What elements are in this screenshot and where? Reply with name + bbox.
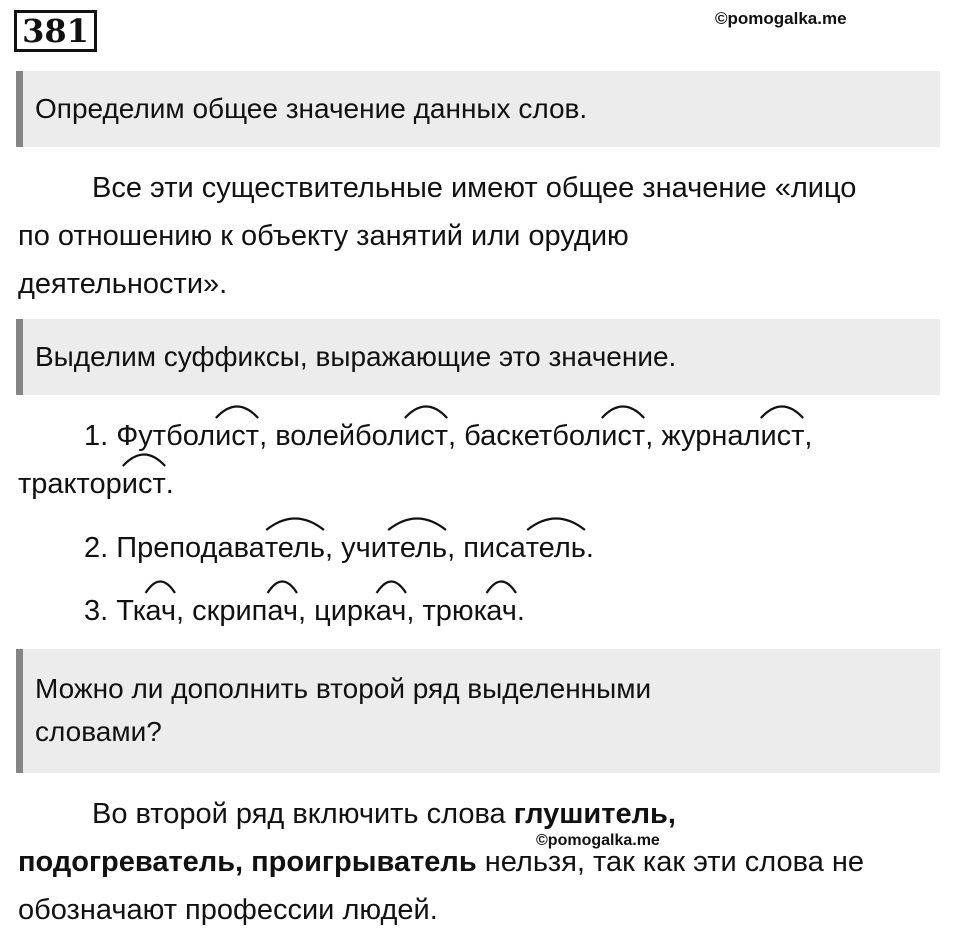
suffix-arc-icon xyxy=(760,403,804,419)
suffix xyxy=(267,587,298,635)
suffix-arc-icon xyxy=(486,578,517,594)
exercise-number: 381 xyxy=(14,10,97,52)
list-number: 2. xyxy=(84,532,117,564)
answer-1-line-3: деятельности». xyxy=(18,268,228,300)
answer-3-bold-1: глушитель, xyxy=(513,798,676,830)
suffix-arc-icon xyxy=(387,515,447,531)
suffix xyxy=(376,587,407,635)
suffix-text: ач xyxy=(486,595,517,627)
word-stem: трюк xyxy=(422,595,487,627)
watermark-overlay: ©pomogalka.me xyxy=(536,832,660,849)
separator: , xyxy=(176,595,193,627)
suffix xyxy=(122,460,166,508)
list-row-1-continuation xyxy=(18,460,174,508)
separator: , xyxy=(447,532,464,564)
suffix-arc-icon xyxy=(601,403,645,419)
word-stem: трактор xyxy=(18,468,122,500)
list-row-1 xyxy=(84,412,812,460)
suffix-text: тель xyxy=(264,532,325,564)
watermark: ©pomogalka.me xyxy=(715,9,847,28)
suffix-text: ач xyxy=(267,595,298,627)
list-number: 1. xyxy=(84,420,117,452)
answer-3 xyxy=(18,790,864,934)
word-stem: журнал xyxy=(661,420,761,452)
suffix xyxy=(526,524,586,572)
suffix xyxy=(760,412,804,460)
suffix xyxy=(404,412,448,460)
separator: , xyxy=(645,420,662,452)
word-stem: Преподава xyxy=(116,532,265,564)
question-3 xyxy=(16,649,940,773)
word-stem: учи xyxy=(341,532,387,564)
answer-1-line-1: Все эти существительные имеют общее значение «лицо xyxy=(92,172,857,204)
separator: . xyxy=(585,532,594,564)
word-stem: баскетбол xyxy=(464,420,602,452)
question-2 xyxy=(16,319,940,395)
word-stem: Футбол xyxy=(116,420,216,452)
list-row-3 xyxy=(84,587,525,635)
question-2-text: Выделим суффиксы, выражающие это значение. xyxy=(35,341,677,372)
word-stem: Тк xyxy=(116,595,146,627)
separator: , xyxy=(259,420,276,452)
suffix-arc-icon xyxy=(526,515,586,531)
answer-3-bold-2: подогреватель, проигрыватель xyxy=(18,846,477,878)
suffix-text: тель xyxy=(386,532,448,564)
word-stem: писа xyxy=(463,532,526,564)
suffix xyxy=(215,412,259,460)
word-stem: цирк xyxy=(314,595,376,627)
suffix-text: ач xyxy=(375,595,407,627)
list-number: 3. xyxy=(84,595,117,627)
separator: , xyxy=(448,420,465,452)
suffix-text: ист xyxy=(404,420,449,452)
answer-1 xyxy=(18,164,856,308)
suffix-arc-icon xyxy=(265,515,325,531)
suffix-arc-icon xyxy=(404,403,448,419)
suffix-text: ист xyxy=(760,420,805,452)
suffix-text: ист xyxy=(601,420,646,452)
suffix xyxy=(387,524,447,572)
question-1 xyxy=(16,71,940,147)
separator: . xyxy=(165,468,174,500)
separator: . xyxy=(516,595,525,627)
separator: , xyxy=(804,420,813,452)
question-3-line-1: Можно ли дополнить второй ряд выделенными xyxy=(35,673,652,704)
separator: , xyxy=(297,595,315,627)
answer-3-text-1: Во второй ряд включить слова xyxy=(92,798,514,830)
list-row-2 xyxy=(84,524,594,572)
suffix-text: ист xyxy=(121,468,166,500)
suffix-arc-icon xyxy=(145,578,176,594)
suffix-text: ист xyxy=(215,420,260,452)
question-3-line-2: словами? xyxy=(35,716,162,747)
suffix xyxy=(265,524,325,572)
word-stem: волейбол xyxy=(275,420,405,452)
suffix xyxy=(486,587,517,635)
suffix-arc-icon xyxy=(267,578,298,594)
suffix-arc-icon xyxy=(215,403,259,419)
separator: , xyxy=(324,532,342,564)
suffix xyxy=(601,412,645,460)
suffix-text: ач xyxy=(145,595,176,627)
answer-3-text-2: нельзя, так как эти слова не xyxy=(476,846,865,878)
answer-3-line-3: обозначают профессии людей. xyxy=(18,894,438,926)
answer-1-line-2: по отношению к объекту занятий или орудию xyxy=(18,220,629,252)
suffix-arc-icon xyxy=(376,578,407,594)
question-1-text: Определим общее значение данных слов. xyxy=(35,93,588,124)
suffix-text: тель xyxy=(525,532,586,564)
suffix xyxy=(145,587,176,635)
separator: , xyxy=(406,595,423,627)
word-stem: скрип xyxy=(192,595,268,627)
